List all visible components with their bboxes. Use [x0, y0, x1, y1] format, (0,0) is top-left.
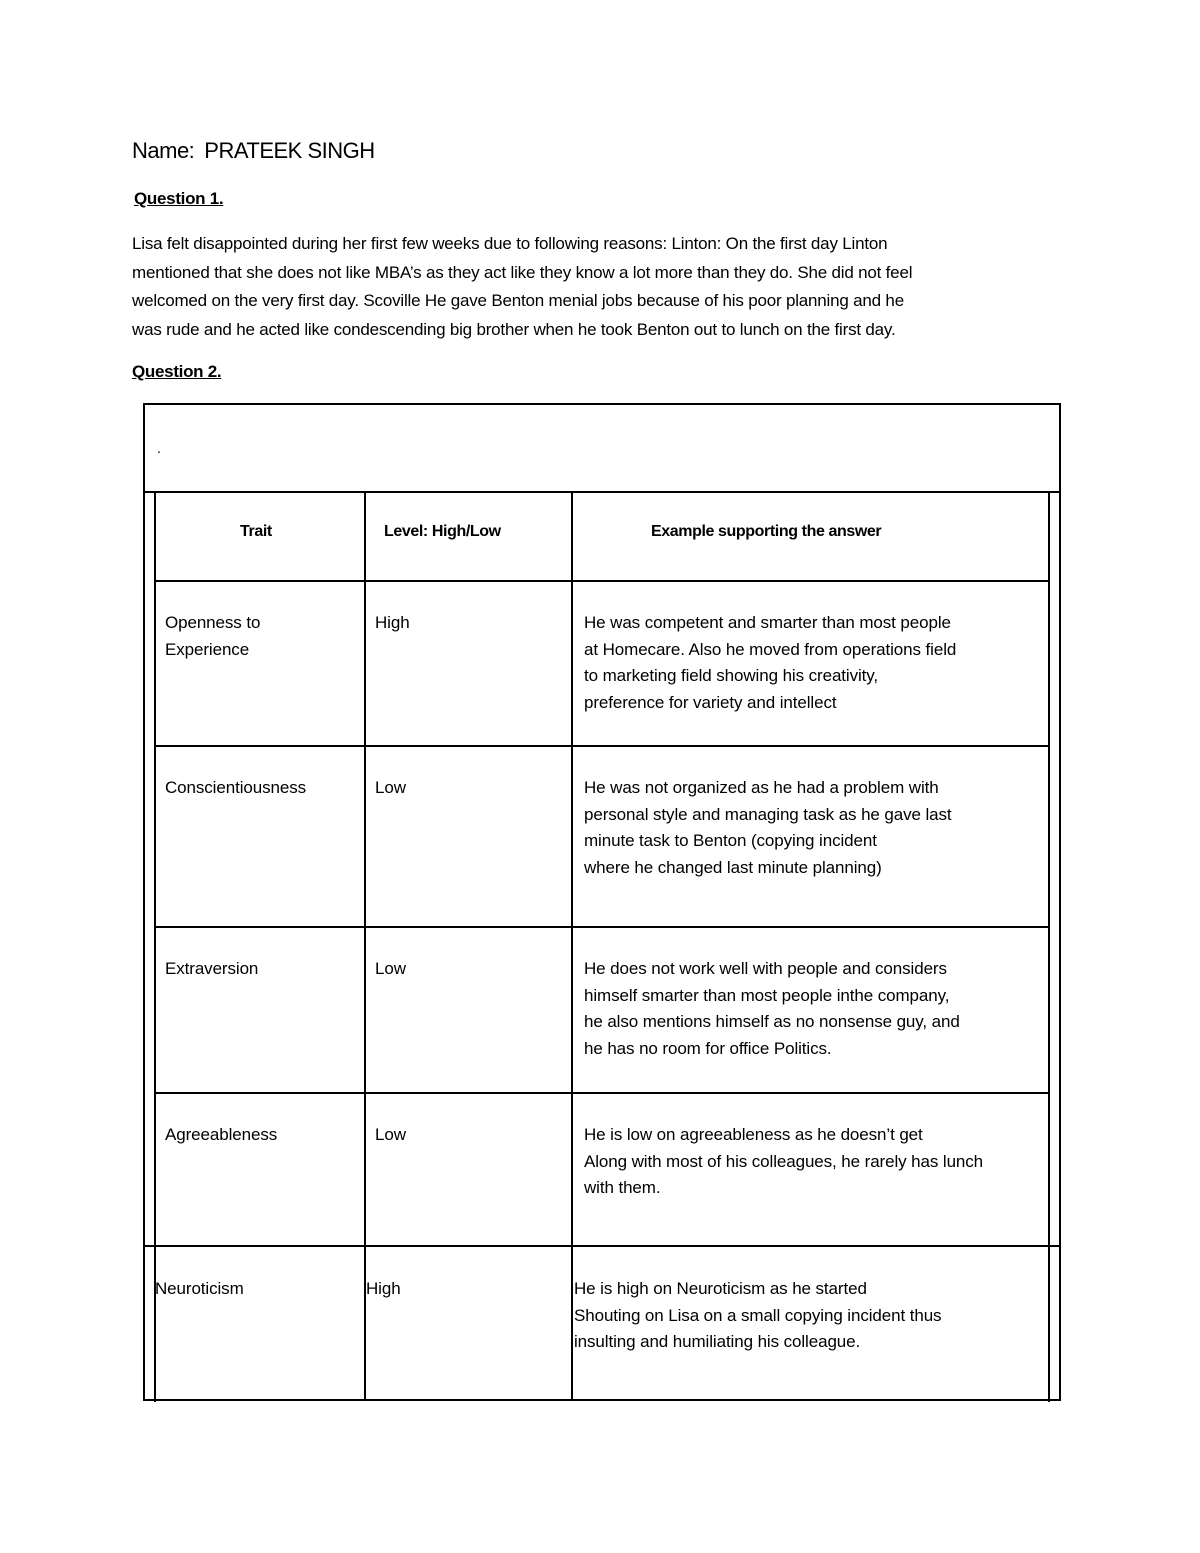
example-cell: [584, 775, 952, 881]
top-cell-text: .: [157, 440, 161, 456]
level-cell: High: [375, 613, 410, 632]
name-label: Name:: [132, 138, 195, 163]
example-cell: [584, 1122, 983, 1202]
trait-text: Neuroticism: [155, 1279, 244, 1298]
name-line: [132, 138, 375, 164]
trait-text: Conscientiousness: [165, 778, 306, 797]
row-divider: [154, 745, 1050, 747]
table-inner-left-border: [154, 492, 156, 1402]
example-text: at Homecare. Also he moved from operations field: [584, 639, 957, 659]
example-text: Shouting on Lisa on a small copying incident thus: [574, 1305, 942, 1325]
row-divider: [143, 1245, 1061, 1247]
row-divider: [154, 580, 1050, 582]
table-outer-border: [143, 403, 1061, 1401]
question-1-heading: Question 1.: [134, 189, 224, 208]
example-text: He does not work well with people and considers: [584, 959, 947, 978]
example-text: personal style and managing task as he gave last: [584, 804, 952, 824]
example-text: to marketing field showing his creativity,: [584, 666, 879, 685]
question-2-heading: Question 2.: [132, 362, 222, 381]
trait-cell: [165, 775, 306, 802]
example-text: insulting and humiliating his colleague.: [574, 1332, 861, 1351]
answer-line: was rude and he acted like condescending big brother when he took Benton out to lunch on the first day.: [132, 319, 896, 339]
example-text: himself smarter than most people inthe company,: [584, 985, 950, 1005]
trait-cell: [155, 1276, 244, 1303]
row-divider: [154, 1092, 1050, 1094]
trait-text: Openness to: [165, 613, 261, 632]
example-text: where he changed last minute planning): [584, 857, 882, 877]
level-cell: Low: [375, 778, 406, 797]
example-cell: [584, 610, 956, 716]
example-text: He was not organized as he had a problem with: [584, 778, 939, 797]
trait-cell: [165, 610, 260, 663]
example-cell: [574, 1276, 941, 1356]
column-header-level: Level: High/Low: [384, 523, 501, 540]
level-cell: Low: [375, 959, 406, 978]
table-inner-right-border: [1048, 492, 1050, 1402]
trait-cell: [165, 956, 258, 983]
example-text: Along with most of his colleagues, he rarely has lunch: [584, 1151, 984, 1171]
column-divider: [571, 492, 573, 1401]
column-divider: [364, 492, 366, 1401]
answer-line: welcomed on the very first day. Scoville He gave Benton menial jobs because of his poor planning and he: [132, 291, 904, 310]
trait-text: Experience: [165, 639, 250, 659]
example-text: he has no room for office Politics.: [584, 1038, 832, 1058]
table-bottom-border: [154, 1399, 1050, 1401]
example-text: minute task to Benton (copying incident: [584, 831, 877, 850]
row-divider: [143, 491, 1061, 493]
trait-text: Agreeableness: [165, 1125, 278, 1144]
name-value: PRATEEK SINGH: [204, 138, 375, 163]
level-cell: Low: [375, 1125, 406, 1144]
example-cell: [584, 956, 960, 1062]
example-text: preference for variety and intellect: [584, 692, 837, 712]
answer-line: mentioned that she does not like MBA’s as they act like they know a lot more than they do. She did not feel: [132, 262, 913, 282]
trait-text: Extraversion: [165, 959, 259, 978]
answer-line: Lisa felt disappointed during her first few weeks due to following reasons: Linton: On the first day Linton: [132, 234, 888, 253]
example-text: with them.: [584, 1178, 661, 1197]
column-header-trait: Trait: [240, 523, 272, 540]
level-cell: High: [366, 1279, 401, 1298]
trait-cell: [165, 1122, 277, 1149]
example-text: He is high on Neuroticism as he started: [574, 1279, 867, 1298]
example-text: He was competent and smarter than most people: [584, 613, 951, 632]
example-text: he also mentions himself as no nonsense guy, and: [584, 1012, 960, 1031]
column-header-example: Example supporting the answer: [651, 523, 882, 540]
example-text: He is low on agreeableness as he doesn’t get: [584, 1125, 923, 1144]
question-1-answer: [132, 230, 1072, 344]
row-divider: [154, 926, 1050, 928]
